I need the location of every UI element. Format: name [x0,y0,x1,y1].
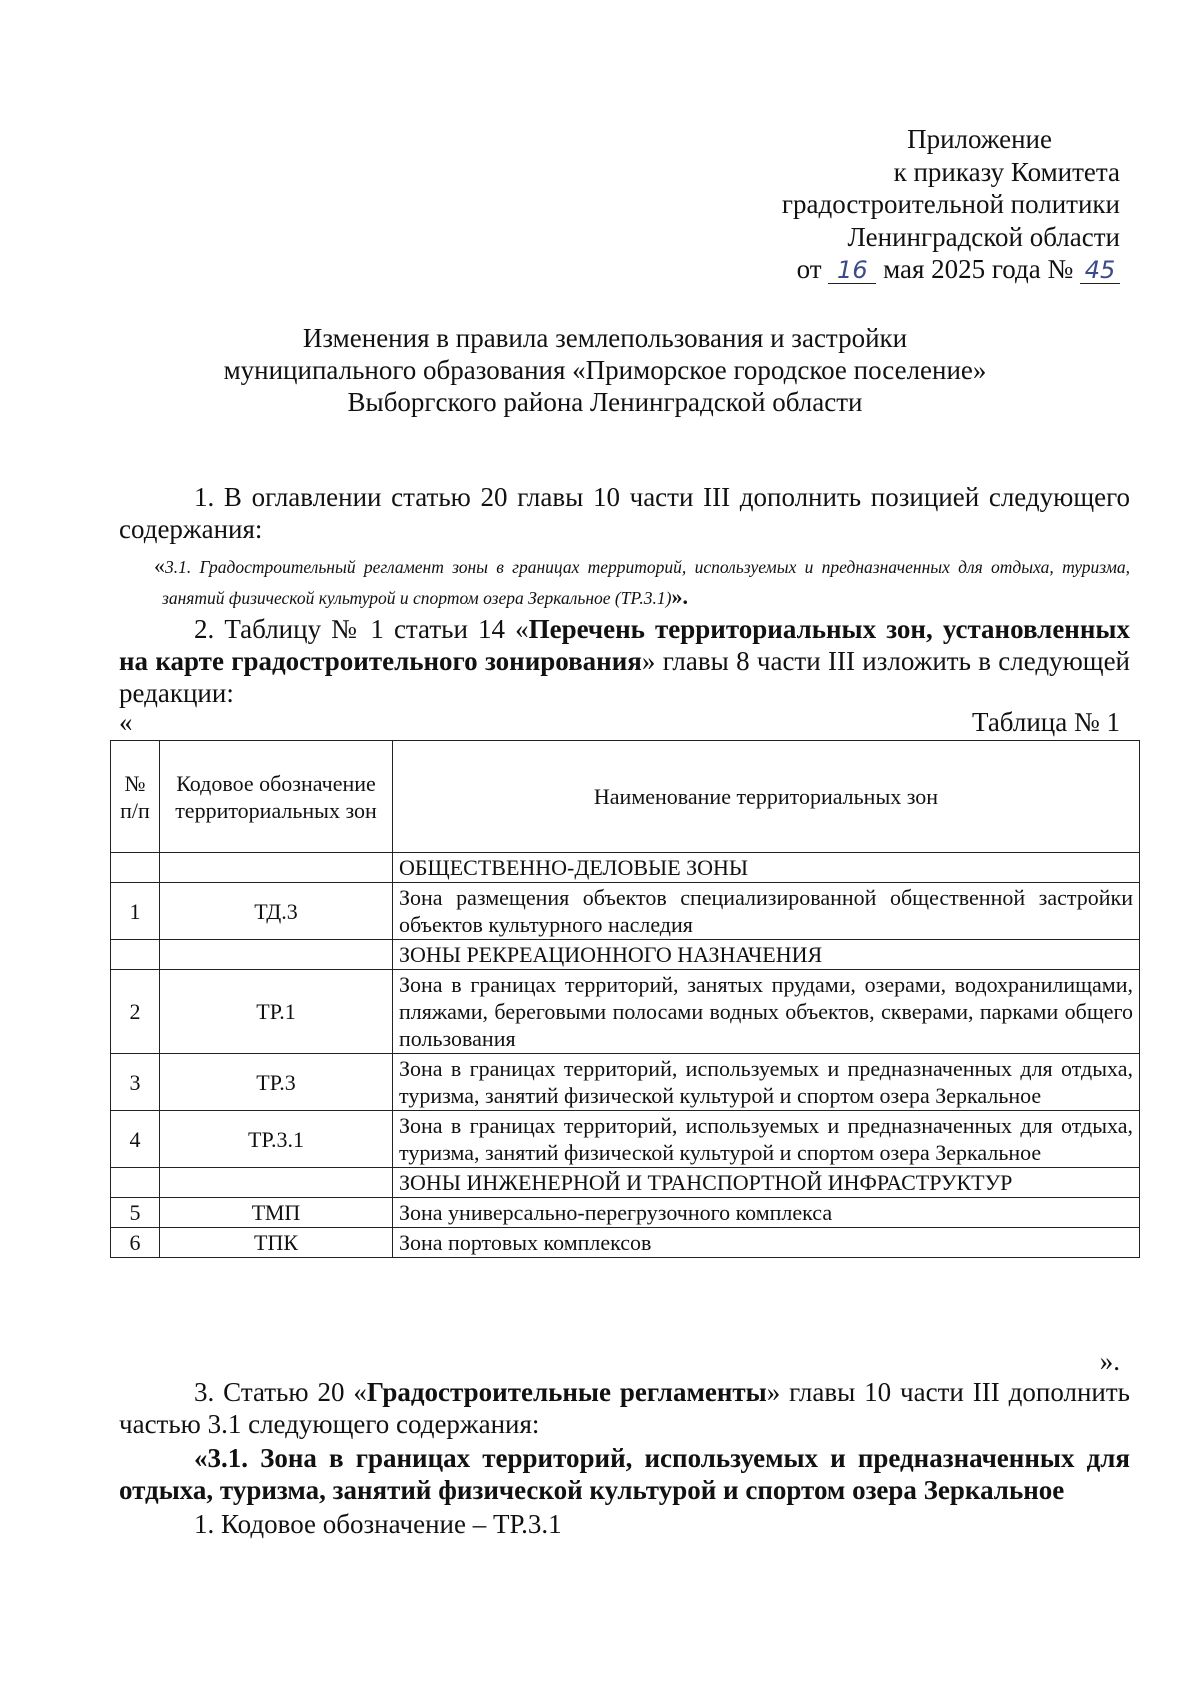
item-3-lead: 3. Статью 20 « [194,1377,367,1407]
cell-code [160,940,393,970]
appendix-line: Приложение [907,124,1052,154]
appendix-date-line [782,253,1120,286]
cell-name: Зона в границах территорий, используемых и предназначенных для отдыха, туризма, занятий физической культурой и спортом озера Зеркальное [393,1054,1140,1111]
header-name: Наименование территориальных зон [393,741,1140,853]
table-group-row [111,853,1140,883]
title-line: Выборгского района Ленинградской области [347,387,863,417]
table-close-quote: ». [1099,1346,1120,1376]
title-line: муниципального образования «Приморское городское поселение» [223,355,987,385]
table-row [111,970,1140,1054]
item-3-tail: » главы 10 части III дополнить частью 3.1 следующего содержания: [119,1377,1130,1439]
cell-code [160,1168,393,1198]
cell-num: 3 [111,1054,160,1111]
quote-close: ». [671,584,689,609]
item-2-bold: Перечень территориальных зон, установленных на карте градостроительного зонирования [119,614,1130,676]
cell-group-name: ОБЩЕСТВЕННО-ДЕЛОВЫЕ ЗОНЫ [393,853,1140,883]
cell-name: Зона универсально-перегрузочного комплекса [393,1198,1140,1228]
table-row [111,883,1140,940]
cell-num: 4 [111,1111,160,1168]
table-row [111,1198,1140,1228]
table-group-row [111,1168,1140,1198]
cell-code [160,853,393,883]
appendix-line: градостроительной политики [781,189,1120,219]
item-2-lead: 2. Таблицу № 1 статьи 14 « [194,614,529,644]
cell-num: 1 [111,883,160,940]
date-text: мая 2025 года № [883,254,1074,284]
cell-name: Зона в границах территорий, занятых прудами, озерами, водохранилищами, пляжами, береговыми полосами водных объектов, скверами, парками общего пользования [393,970,1140,1054]
header-num: № п/п [111,741,160,853]
item-2-tail: » главы 8 части III изложить в следующей редакции: [119,646,1131,708]
table-label: Таблица № 1 [972,707,1120,737]
cell-num [111,853,160,883]
cell-code: ТД.3 [160,883,393,940]
date-prefix: от [796,254,822,284]
cell-num: 5 [111,1198,160,1228]
item-3-sub1: 1. Кодовое обозначение – ТР.3.1 [194,1509,562,1539]
cell-name: Зона в границах территорий, используемых и предназначенных для отдыха, туризма, занятий физической культурой и спортом озера Зеркальное [393,1111,1140,1168]
header-code: Кодовое обозначение территориальных зон [160,741,393,853]
appendix-header [782,123,1120,286]
table-group-row [111,940,1140,970]
item-1-text: 1. В оглавлении статью 20 главы 10 части III дополнить позицией следующего содержания: [119,482,1130,544]
cell-name: Зона размещения объектов специализированной общественной застройки объектов культурного наследия [393,883,1140,940]
cell-num: 6 [111,1228,160,1258]
handwritten-day: 16 [828,257,876,284]
cell-code: ТР.3 [160,1054,393,1111]
title-line: Изменения в правила землепользования и застройки [302,323,908,353]
table-row [111,1054,1140,1111]
item-3-text [119,1376,1130,1440]
cell-num: 2 [111,970,160,1054]
item-3-heading: «3.1. Зона в границах территорий, используемых и предназначенных для отдыха, туризма, занятий физической культурой и спортом озера Зеркальное [119,1443,1130,1505]
cell-name: Зона портовых комплексов [393,1228,1140,1258]
cell-num [111,1168,160,1198]
cell-group-name: ЗОНЫ РЕКРЕАЦИОННОГО НАЗНАЧЕНИЯ [393,940,1140,970]
table-row [111,1228,1140,1258]
zones-table [110,740,1140,1258]
cell-code: ТР.3.1 [160,1111,393,1168]
cell-code: ТМП [160,1198,393,1228]
appendix-line: к приказу Комитета [893,156,1120,187]
cell-code: ТР.1 [160,970,393,1054]
item-2-text [119,613,1130,709]
handwritten-order-number: 45 [1080,257,1120,284]
quote-text: 3.1. Градостроительный регламент зоны в границах территорий, используемых и предназначенных для отдыха, туризма, занятий физической культурой и спортом озера Зеркальное (ТР.3.1) [162,557,1130,608]
cell-num [111,940,160,970]
quote-open: « [154,553,165,578]
table-row [111,1111,1140,1168]
cell-code: ТПК [160,1228,393,1258]
item-3-bold: Градостроительные регламенты [366,1377,767,1407]
item-1-quote [154,551,1130,613]
appendix-line: Ленинградской области [847,221,1120,252]
table-header-row [111,741,1140,853]
cell-group-name: ЗОНЫ ИНЖЕНЕРНОЙ И ТРАНСПОРТНОЙ ИНФРАСТРУКТУР [393,1168,1140,1198]
table-open-quote: « [119,707,133,737]
document-title [110,322,1100,418]
